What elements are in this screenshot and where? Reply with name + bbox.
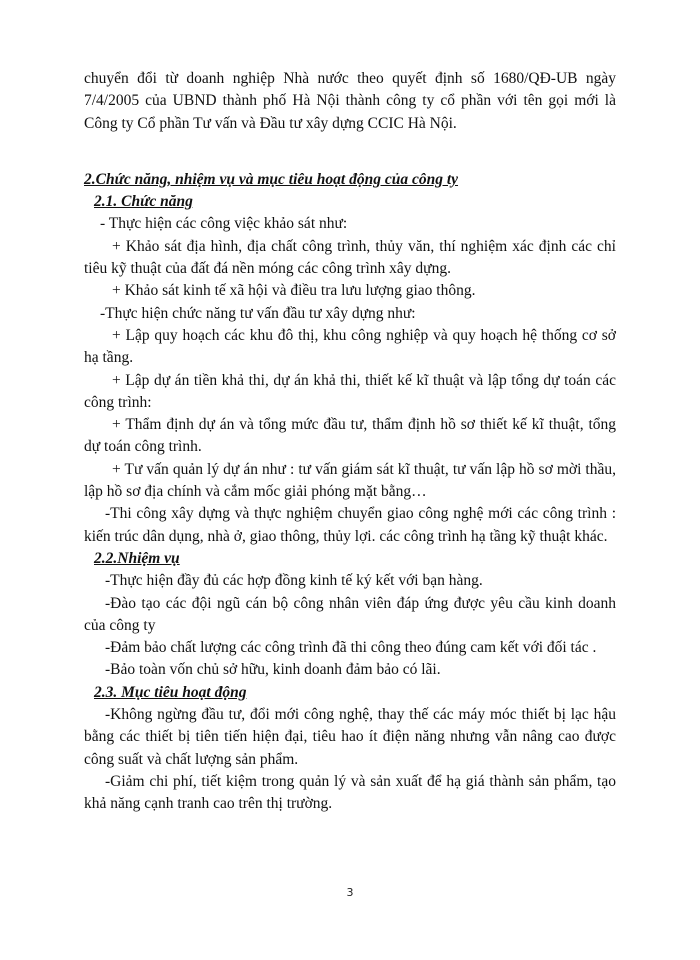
section-2-3-heading-text: 2.3. Mục tiêu hoạt động bbox=[94, 683, 247, 701]
paragraph: -Không ngừng đầu tư, đổi mới công nghệ, thay thế các máy móc thiết bị lạc hậu bằng các thiết bị tiên tiến hiện đại, tiêu hao ít điện năng nhưng vẫn nâng cao được công suất và chất lượng sản phẩm. bbox=[84, 706, 616, 768]
section-2-2-heading bbox=[84, 548, 616, 570]
intro-paragraph: chuyển đổi từ doanh nghiệp Nhà nước theo quyết định số 1680/QĐ-UB ngày 7/4/2005 của UBND thành phố Hà Nội thành công ty cổ phần với tên gọi mới là Công ty Cổ phần Tư vấn và Đầu tư xây dựng CCIC Hà Nội. bbox=[84, 70, 616, 132]
paragraph: + Lập quy hoạch các khu đô thị, khu công nghiệp và quy hoạch hệ thống cơ sở hạ tầng. bbox=[84, 326, 616, 367]
document-page bbox=[84, 68, 616, 816]
paragraph: + Khảo sát địa hình, địa chất công trình, thủy văn, thí nghiệm xác định các chỉ tiêu kỹ thuật của đất đá nền móng các công trình xây dựng. bbox=[84, 237, 616, 278]
paragraph: -Thi công xây dựng và thực nghiệm chuyển giao công nghệ mới các công trình : kiến trúc dân dụng, nhà ở, giao thông, thủy lợi. các công trình hạ tầng kỹ thuật khác. bbox=[84, 505, 616, 545]
section-2-heading: 2.Chức năng, nhiệm vụ và mục tiêu hoạt động của công ty bbox=[84, 170, 459, 188]
section-2-3-heading bbox=[84, 682, 616, 704]
paragraph: -Bảo toàn vốn chủ sở hữu, kinh doanh đảm bảo có lãi. bbox=[105, 661, 441, 679]
paragraph: + Khảo sát kinh tế xã hội và điều tra lưu lượng giao thông. bbox=[112, 282, 476, 300]
section-2-1-heading bbox=[84, 191, 616, 213]
paragraph: -Đảm bảo chất lượng các công trình đã thi công theo đúng cam kết với đối tác . bbox=[105, 639, 597, 657]
paragraph: -Đào tạo các đội ngũ cán bộ công nhân viên đáp ứng được yêu cầu kinh doanh của công ty bbox=[84, 594, 616, 634]
spacer bbox=[84, 135, 616, 169]
page-number: 3 bbox=[346, 886, 354, 899]
section-2-2-heading-text: 2.2.Nhiệm vụ bbox=[94, 549, 180, 567]
paragraph: -Thực hiện đầy đủ các hợp đồng kinh tế ký kết với bạn hàng. bbox=[105, 572, 483, 590]
paragraph: - Thực hiện các công việc khảo sát như: bbox=[100, 215, 348, 233]
paragraph: -Thực hiện chức năng tư vấn đầu tư xây dựng như: bbox=[100, 304, 416, 322]
paragraph: + Lập dự án tiền khả thi, dự án khả thi, thiết kế kĩ thuật và lập tổng dự toán các công trình: bbox=[84, 371, 616, 411]
section-2-1-heading-text: 2.1. Chức năng bbox=[94, 193, 193, 211]
paragraph: + Thẩm định dự án và tổng mức đầu tư, thẩm định hồ sơ thiết kế kĩ thuật, tổng dự toán công trình. bbox=[84, 416, 616, 456]
paragraph: -Giảm chi phí, tiết kiệm trong quản lý và sản xuất để hạ giá thành sản phẩm, tạo khả năng cạnh tranh cao trên thị trường. bbox=[84, 772, 616, 813]
paragraph: + Tư vấn quản lý dự án như : tư vấn giám sát kĩ thuật, tư vấn lập hồ sơ mời thầu, lập hồ sơ địa chính và cắm mốc giải phóng mặt bằng… bbox=[84, 460, 616, 501]
